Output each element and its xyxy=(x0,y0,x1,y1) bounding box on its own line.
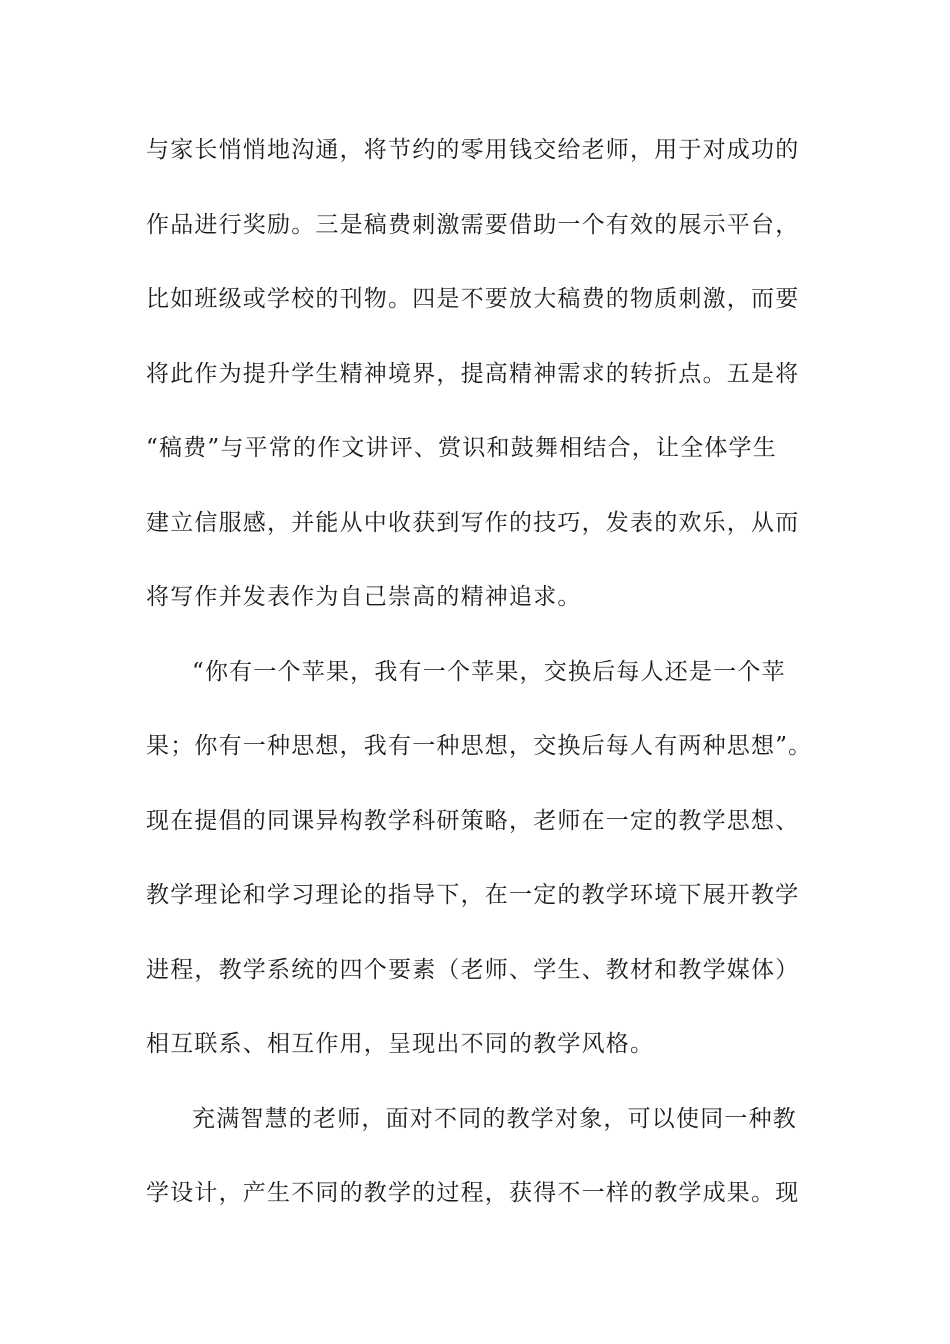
text-line: “稿费”与平常的作文讲评、赏识和鼓舞相结合，让全体学生 xyxy=(146,435,777,461)
paragraph-start-line: 充满智慧的老师，面对不同的教学对象，可以使同一种教 xyxy=(192,1105,797,1132)
text-line: 学设计，产生不同的教学的过程，获得不一样的教学成果。现 xyxy=(146,1180,800,1206)
text-line: 建立信服感，并能从中收获到写作的技巧，发表的欢乐，从而 xyxy=(146,509,800,536)
text-line: 进程，教学系统的四个要素（老师、学生、教材和教学媒体） xyxy=(146,956,800,983)
paragraph-start-line: “你有一个苹果，我有一个苹果，交换后每人还是一个苹 xyxy=(192,658,786,685)
text-line: 比如班级或学校的刊物。四是不要放大稿费的物质刺激，而要 xyxy=(146,286,800,312)
text-line: 与家长悄悄地沟通，将节约的零用钱交给老师，用于对成功的 xyxy=(146,137,800,163)
text-line: 将此作为提升学生精神境界，提高精神需求的转折点。五是将 xyxy=(146,360,800,387)
text-line: 现在提倡的同课异构教学科研策略，老师在一定的教学思想、 xyxy=(146,807,800,834)
text-line: 作品进行奖励。三是稿费刺激需要借助一个有效的展示平台， xyxy=(146,211,800,238)
text-line: 将写作并发表作为自己崇高的精神追求。 xyxy=(146,584,582,610)
text-line: 相互联系、相互作用，呈现出不同的教学风格。 xyxy=(146,1031,655,1057)
text-line: 教学理论和学习理论的指导下，在一定的教学环境下展开教学 xyxy=(146,882,800,908)
text-line: 果；你有一种思想，我有一种思想，交换后每人有两种思想”。 xyxy=(146,733,813,759)
body-text xyxy=(146,127,846,1245)
